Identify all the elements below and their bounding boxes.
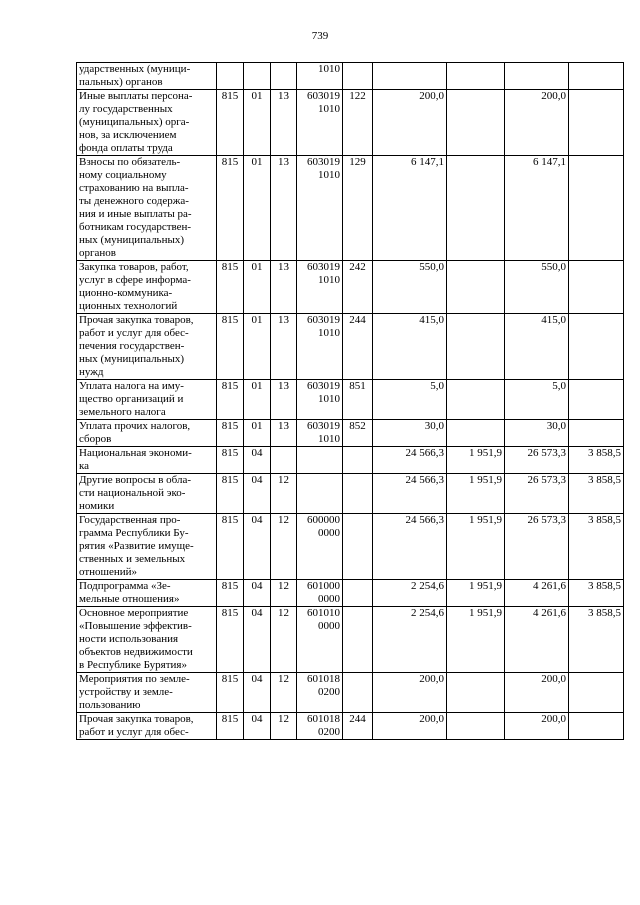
amount-cell: 2 254,6 <box>373 607 447 673</box>
row-name: Основное мероприятие «Повышение эффектив- ности использования объектов недвижимости в Республике Бурятия» <box>77 607 217 673</box>
expense-type-cell: 242 <box>343 261 373 314</box>
expense-type-cell: 852 <box>343 420 373 447</box>
change-cell <box>447 713 505 740</box>
table-row <box>77 580 624 607</box>
code-cell: 815 <box>217 380 244 420</box>
total-cell: 4 261,6 <box>505 607 569 673</box>
change-cell <box>447 420 505 447</box>
target-article-cell: 601000 0000 <box>297 580 343 607</box>
total-cell: 26 573,3 <box>505 474 569 514</box>
amount-cell: 200,0 <box>373 90 447 156</box>
target-article-cell: 603019 1010 <box>297 156 343 261</box>
budget-table <box>76 62 624 740</box>
subsection-cell: 12 <box>271 580 297 607</box>
total-cell <box>505 63 569 90</box>
amount-cell: 6 147,1 <box>373 156 447 261</box>
extra-cell <box>569 713 624 740</box>
subsection-cell: 13 <box>271 90 297 156</box>
section-cell: 01 <box>244 314 271 380</box>
total-cell: 200,0 <box>505 673 569 713</box>
table-row <box>77 63 624 90</box>
target-article-cell <box>297 447 343 474</box>
code-cell: 815 <box>217 580 244 607</box>
change-cell <box>447 380 505 420</box>
expense-type-cell: 122 <box>343 90 373 156</box>
target-article-cell: 603019 1010 <box>297 380 343 420</box>
amount-cell: 30,0 <box>373 420 447 447</box>
extra-cell: 3 858,5 <box>569 607 624 673</box>
amount-cell <box>373 63 447 90</box>
subsection-cell: 12 <box>271 474 297 514</box>
code-cell: 815 <box>217 673 244 713</box>
total-cell: 4 261,6 <box>505 580 569 607</box>
code-cell: 815 <box>217 447 244 474</box>
subsection-cell: 12 <box>271 514 297 580</box>
extra-cell <box>569 673 624 713</box>
expense-type-cell <box>343 63 373 90</box>
row-name: Уплата налога на иму- щество организаций и земельного налога <box>77 380 217 420</box>
section-cell: 04 <box>244 580 271 607</box>
extra-cell: 3 858,5 <box>569 514 624 580</box>
expense-type-cell: 851 <box>343 380 373 420</box>
section-cell: 04 <box>244 474 271 514</box>
row-name: Прочая закупка товаров, работ и услуг для обес- <box>77 713 217 740</box>
extra-cell <box>569 420 624 447</box>
row-name: Взносы по обязатель- ному социальному страхованию на выпла- ты денежного содержа- ния и иные выплаты ра- ботникам государствен- ных (муниципальных) органов <box>77 156 217 261</box>
total-cell: 6 147,1 <box>505 156 569 261</box>
target-article-cell: 601018 0200 <box>297 713 343 740</box>
amount-cell: 5,0 <box>373 380 447 420</box>
row-name: Национальная экономи- ка <box>77 447 217 474</box>
section-cell <box>244 63 271 90</box>
total-cell: 200,0 <box>505 713 569 740</box>
target-article-cell: 603019 1010 <box>297 420 343 447</box>
section-cell: 01 <box>244 156 271 261</box>
expense-type-cell <box>343 447 373 474</box>
table-row <box>77 673 624 713</box>
extra-cell: 3 858,5 <box>569 580 624 607</box>
change-cell <box>447 261 505 314</box>
expense-type-cell: 129 <box>343 156 373 261</box>
subsection-cell: 12 <box>271 673 297 713</box>
expense-type-cell: 244 <box>343 713 373 740</box>
subsection-cell: 13 <box>271 156 297 261</box>
total-cell: 550,0 <box>505 261 569 314</box>
table-row <box>77 474 624 514</box>
extra-cell <box>569 380 624 420</box>
change-cell <box>447 90 505 156</box>
table-row <box>77 90 624 156</box>
expense-type-cell <box>343 607 373 673</box>
change-cell: 1 951,9 <box>447 514 505 580</box>
table-row <box>77 447 624 474</box>
row-name: Другие вопросы в обла- сти национальной эко- номики <box>77 474 217 514</box>
extra-cell <box>569 63 624 90</box>
subsection-cell: 13 <box>271 261 297 314</box>
target-article-cell: 603019 1010 <box>297 90 343 156</box>
table-row <box>77 156 624 261</box>
row-name: Прочая закупка товаров, работ и услуг для обес- печения государствен- ных (муниципальных) нужд <box>77 314 217 380</box>
amount-cell: 2 254,6 <box>373 580 447 607</box>
code-cell: 815 <box>217 261 244 314</box>
expense-type-cell <box>343 514 373 580</box>
subsection-cell: 13 <box>271 420 297 447</box>
target-article-cell: 603019 1010 <box>297 261 343 314</box>
amount-cell: 24 566,3 <box>373 474 447 514</box>
row-name: Закупка товаров, работ, услуг в сфере информа- ционно-коммуника- ционных технологий <box>77 261 217 314</box>
section-cell: 04 <box>244 447 271 474</box>
code-cell: 815 <box>217 156 244 261</box>
section-cell: 04 <box>244 673 271 713</box>
row-name: Уплата прочих налогов, сборов <box>77 420 217 447</box>
target-article-cell: 603019 1010 <box>297 314 343 380</box>
section-cell: 04 <box>244 713 271 740</box>
row-name: Мероприятия по земле- устройству и земле- пользованию <box>77 673 217 713</box>
section-cell: 04 <box>244 514 271 580</box>
amount-cell: 550,0 <box>373 261 447 314</box>
total-cell: 26 573,3 <box>505 514 569 580</box>
target-article-cell: 601018 0200 <box>297 673 343 713</box>
total-cell: 415,0 <box>505 314 569 380</box>
change-cell <box>447 314 505 380</box>
change-cell <box>447 673 505 713</box>
extra-cell <box>569 314 624 380</box>
section-cell: 01 <box>244 380 271 420</box>
total-cell: 30,0 <box>505 420 569 447</box>
code-cell: 815 <box>217 90 244 156</box>
extra-cell: 3 858,5 <box>569 447 624 474</box>
row-name: ударственных (муници- пальных) органов <box>77 63 217 90</box>
subsection-cell <box>271 63 297 90</box>
subsection-cell: 12 <box>271 713 297 740</box>
expense-type-cell <box>343 474 373 514</box>
subsection-cell: 13 <box>271 380 297 420</box>
code-cell: 815 <box>217 314 244 380</box>
total-cell: 5,0 <box>505 380 569 420</box>
expense-type-cell <box>343 673 373 713</box>
extra-cell <box>569 90 624 156</box>
amount-cell: 415,0 <box>373 314 447 380</box>
row-name: Государственная про- грамма Республики Бу- рятия «Развитие имуще- ственных и земельных отношений» <box>77 514 217 580</box>
table-row <box>77 380 624 420</box>
table-row <box>77 314 624 380</box>
code-cell: 815 <box>217 420 244 447</box>
amount-cell: 200,0 <box>373 713 447 740</box>
row-name: Иные выплаты персона- лу государственных (муниципальных) орга- нов, за исключением фонда оплаты труда <box>77 90 217 156</box>
section-cell: 04 <box>244 607 271 673</box>
amount-cell: 200,0 <box>373 673 447 713</box>
total-cell: 200,0 <box>505 90 569 156</box>
extra-cell <box>569 261 624 314</box>
section-cell: 01 <box>244 261 271 314</box>
change-cell <box>447 63 505 90</box>
target-article-cell: 601010 0000 <box>297 607 343 673</box>
table-row <box>77 261 624 314</box>
amount-cell: 24 566,3 <box>373 514 447 580</box>
change-cell: 1 951,9 <box>447 447 505 474</box>
subsection-cell: 13 <box>271 314 297 380</box>
code-cell: 815 <box>217 514 244 580</box>
total-cell: 26 573,3 <box>505 447 569 474</box>
table-row <box>77 607 624 673</box>
code-cell: 815 <box>217 713 244 740</box>
subsection-cell <box>271 447 297 474</box>
target-article-cell: 1010 <box>297 63 343 90</box>
row-name: Подпрограмма «Зе- мельные отношения» <box>77 580 217 607</box>
section-cell: 01 <box>244 420 271 447</box>
change-cell <box>447 156 505 261</box>
target-article-cell: 600000 0000 <box>297 514 343 580</box>
section-cell: 01 <box>244 90 271 156</box>
target-article-cell <box>297 474 343 514</box>
subsection-cell: 12 <box>271 607 297 673</box>
expense-type-cell: 244 <box>343 314 373 380</box>
extra-cell <box>569 156 624 261</box>
change-cell: 1 951,9 <box>447 607 505 673</box>
table-row <box>77 514 624 580</box>
code-cell: 815 <box>217 474 244 514</box>
extra-cell: 3 858,5 <box>569 474 624 514</box>
change-cell: 1 951,9 <box>447 580 505 607</box>
page-number: 739 <box>311 30 329 42</box>
change-cell: 1 951,9 <box>447 474 505 514</box>
expense-type-cell <box>343 580 373 607</box>
table-row <box>77 713 624 740</box>
amount-cell: 24 566,3 <box>373 447 447 474</box>
code-cell <box>217 63 244 90</box>
table-row <box>77 420 624 447</box>
code-cell: 815 <box>217 607 244 673</box>
